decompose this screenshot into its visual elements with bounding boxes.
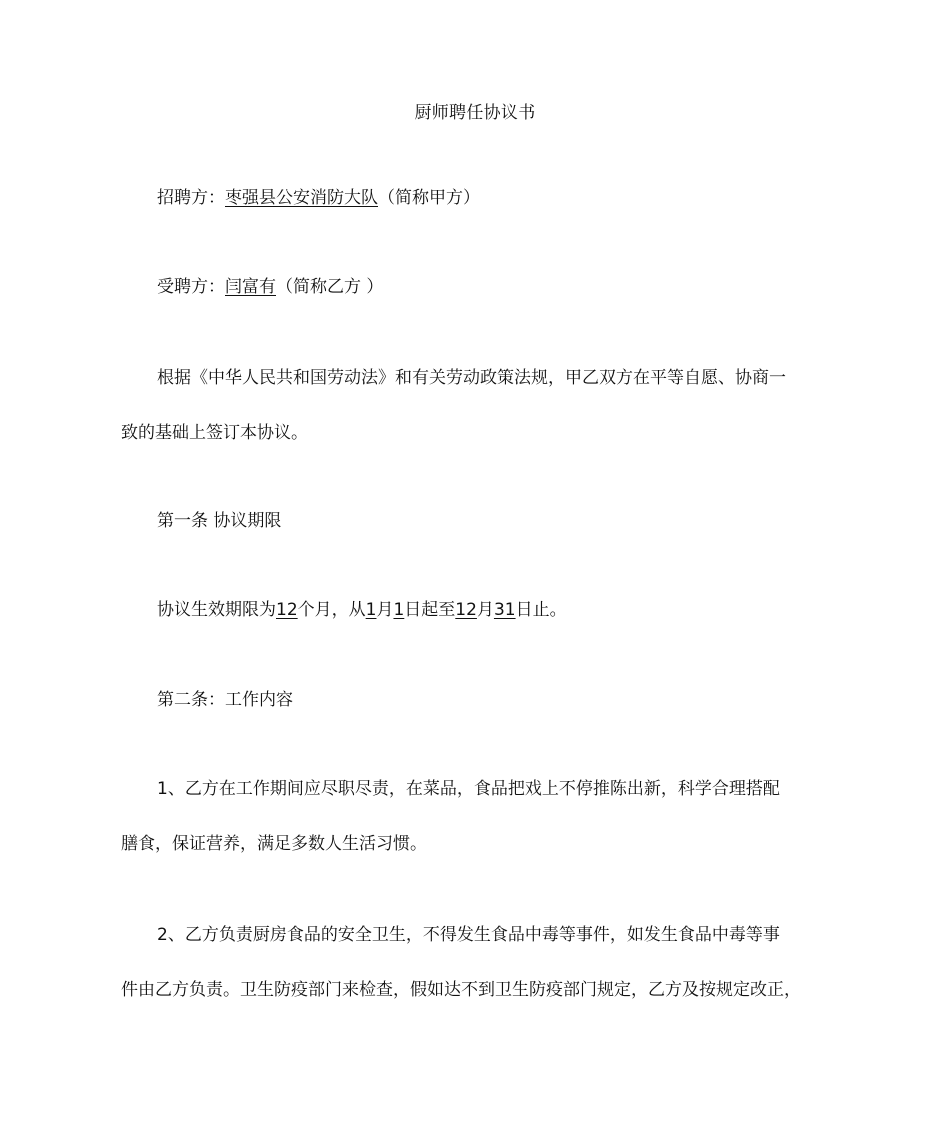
- article2-item2-line-1: 2、乙方负责厨房食品的安全卫生，不得发生食品中毒等事件，如发生食品中毒等事: [157, 925, 780, 945]
- term-start-month: 1: [365, 600, 377, 620]
- employee-name: 闫富有: [225, 277, 276, 297]
- preamble-line-1: 根据《中华人民共和国劳动法》和有关劳动政策法规，甲乙双方在平等自愿、协商一: [157, 368, 786, 388]
- article2-heading: 第二条：工作内容: [157, 690, 293, 710]
- employer-name: 枣强县公安消防大队: [225, 188, 378, 208]
- term-end-day: 31: [493, 600, 516, 620]
- employer-suffix: （简称甲方）: [378, 188, 480, 208]
- term-end-month: 12: [455, 600, 477, 620]
- term-text: 个月，从: [297, 600, 366, 620]
- article2-item1-line-2: 膳食，保证营养，满足多数人生活习惯。: [121, 834, 427, 854]
- employee-label: 受聘方：: [157, 277, 225, 297]
- term-text: 日止。: [515, 600, 567, 620]
- term-text: 月: [476, 600, 494, 620]
- term-text: 日起至: [404, 600, 456, 620]
- employer-label: 招聘方：: [157, 188, 225, 208]
- article1-term-line: [157, 598, 567, 622]
- article1-heading: 第一条 协议期限: [157, 511, 282, 531]
- term-start-day: 1: [393, 600, 405, 620]
- term-months: 12: [276, 600, 298, 620]
- term-text: 月: [376, 600, 394, 620]
- term-text: 协议生效期限为: [157, 600, 276, 620]
- article2-item1-line-1: 1、乙方在工作期间应尽职尽责，在菜品，食品把戏上不停推陈出新，科学合理搭配: [157, 779, 780, 799]
- employer-line: [157, 186, 480, 210]
- preamble-line-2: 致的基础上签订本协议。: [121, 423, 308, 443]
- article2-item2-line-2: 件由乙方负责。卫生防疫部门来检查，假如达不到卫生防疫部门规定，乙方及按规定改正，: [121, 980, 801, 1000]
- document-title: 厨师聘任协议书: [414, 103, 536, 123]
- employee-line: [157, 275, 383, 299]
- employee-suffix: （简称乙方 ）: [276, 277, 384, 297]
